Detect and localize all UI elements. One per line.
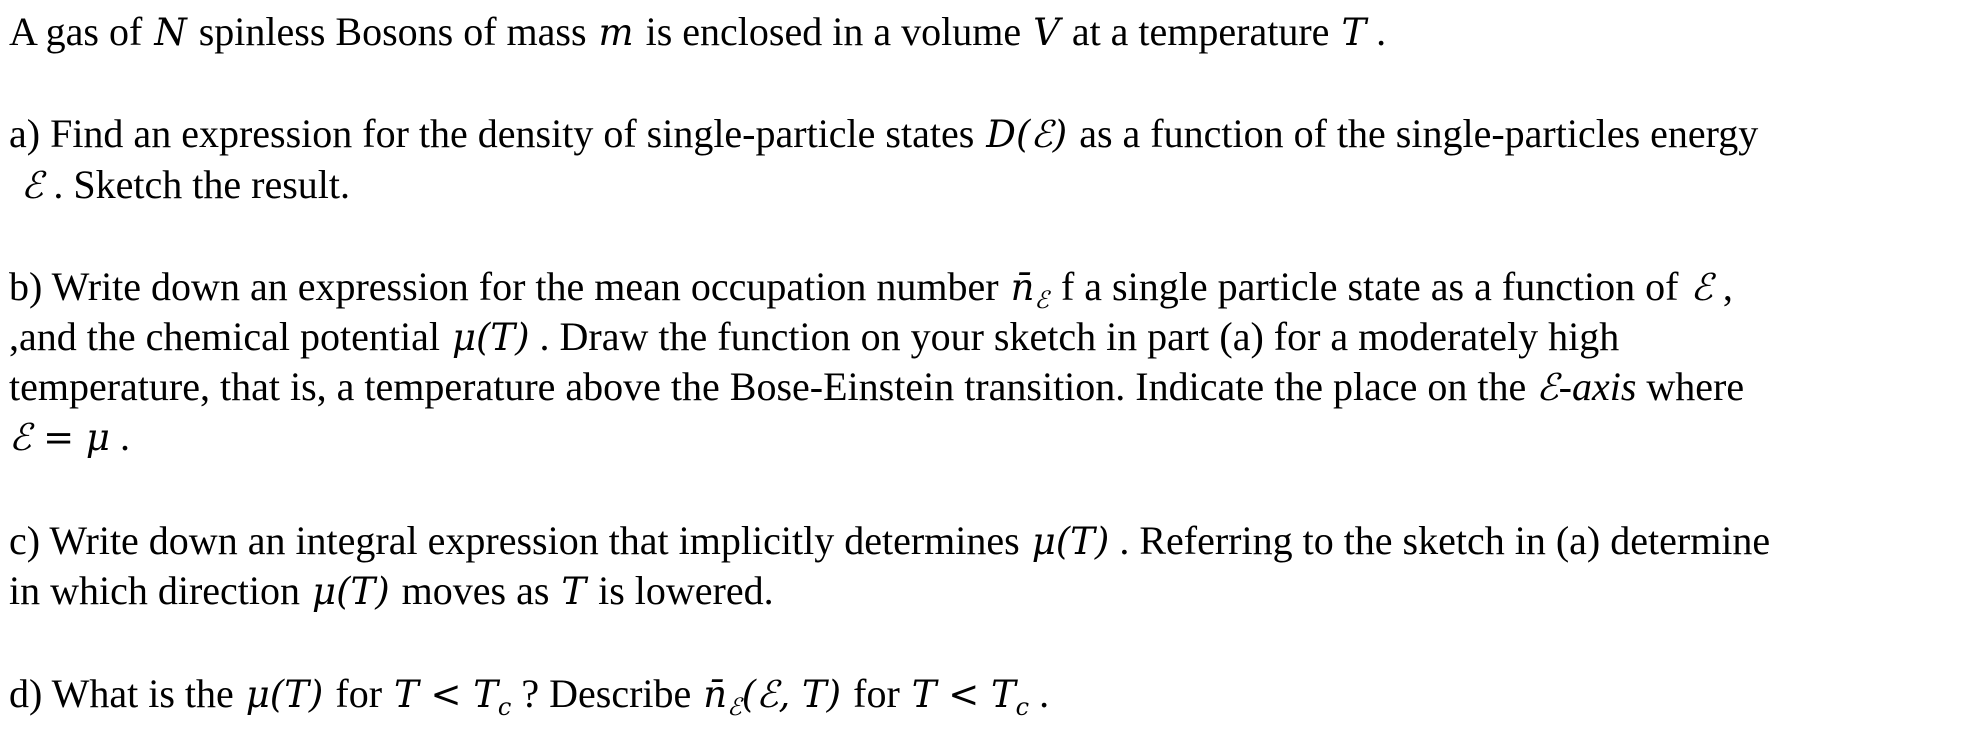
math: T bbox=[1341, 11, 1367, 54]
math: ℰ bbox=[1690, 266, 1713, 309]
text: where bbox=[1646, 364, 1745, 409]
text: at a temperature bbox=[1071, 9, 1330, 54]
text: is lowered. bbox=[598, 568, 774, 613]
part-b-line-4 bbox=[9, 413, 130, 462]
intro-line bbox=[9, 8, 1386, 57]
math-subscript: ℰ bbox=[727, 693, 742, 721]
text: d) What is the bbox=[9, 671, 234, 716]
text: spinless Bosons of mass bbox=[198, 9, 587, 54]
math: n̄ bbox=[1010, 266, 1035, 309]
text: ,and the chemical potential bbox=[9, 314, 440, 359]
text: -axis bbox=[1558, 364, 1637, 409]
text: temperature, that is, a temperature above the Bose-Einstein transition. Indicate the place on the bbox=[9, 364, 1527, 409]
math: m bbox=[598, 11, 634, 54]
math: T bbox=[561, 570, 587, 613]
text: b) Write down an expression for the mean occupation number bbox=[9, 264, 999, 309]
math: n̄ bbox=[703, 673, 728, 716]
math: N bbox=[154, 11, 187, 54]
part-c-line-1 bbox=[9, 517, 1770, 566]
text: is enclosed in a volume bbox=[645, 9, 1022, 54]
text: c) Write down an integral expression that implicitly determines bbox=[9, 518, 1020, 563]
math: μ(T) bbox=[1031, 520, 1110, 563]
text: . Draw the function on your sketch in part (a) for a moderately high bbox=[539, 314, 1620, 359]
math: ℰ bbox=[1536, 366, 1559, 409]
text: . bbox=[1376, 9, 1387, 54]
math-subscript: ℰ bbox=[1034, 286, 1049, 314]
text: for bbox=[853, 671, 900, 716]
math: ℰ bbox=[21, 164, 44, 207]
math: μ(T) bbox=[245, 673, 324, 716]
text: ? Describe bbox=[521, 671, 692, 716]
text: . Sketch the result. bbox=[53, 162, 351, 207]
text: A gas of bbox=[9, 9, 143, 54]
text: , bbox=[1722, 264, 1733, 309]
text: for bbox=[335, 671, 383, 716]
part-b-line-2 bbox=[9, 313, 1619, 362]
math: D(ℰ) bbox=[986, 113, 1068, 156]
part-d-line bbox=[9, 670, 1049, 731]
part-a-line-1 bbox=[9, 110, 1758, 159]
math: ℰ = μ bbox=[9, 416, 110, 459]
math-subscript: c bbox=[497, 693, 512, 721]
text: as a function of the single-particles energy bbox=[1079, 111, 1759, 156]
math: (ℰ, T) bbox=[741, 673, 842, 716]
math: T < T bbox=[394, 673, 498, 716]
part-b-line-3 bbox=[9, 363, 1744, 412]
text: . bbox=[119, 414, 130, 459]
math-subscript: c bbox=[1015, 693, 1030, 721]
part-c-line-2 bbox=[9, 567, 774, 616]
text: f a single particle state as a function of bbox=[1060, 264, 1679, 309]
math: V bbox=[1033, 11, 1060, 54]
text: . Referring to the sketch in (a) determine bbox=[1119, 518, 1771, 563]
math: T < T bbox=[911, 673, 1016, 716]
text: in which direction bbox=[9, 568, 301, 613]
text: . bbox=[1039, 671, 1050, 716]
math: μ(T) bbox=[312, 570, 390, 613]
math: μ(T) bbox=[451, 316, 530, 359]
text: a) Find an expression for the density of single-particle states bbox=[9, 111, 975, 156]
part-a-line-2 bbox=[9, 161, 350, 210]
text: moves as bbox=[401, 568, 550, 613]
